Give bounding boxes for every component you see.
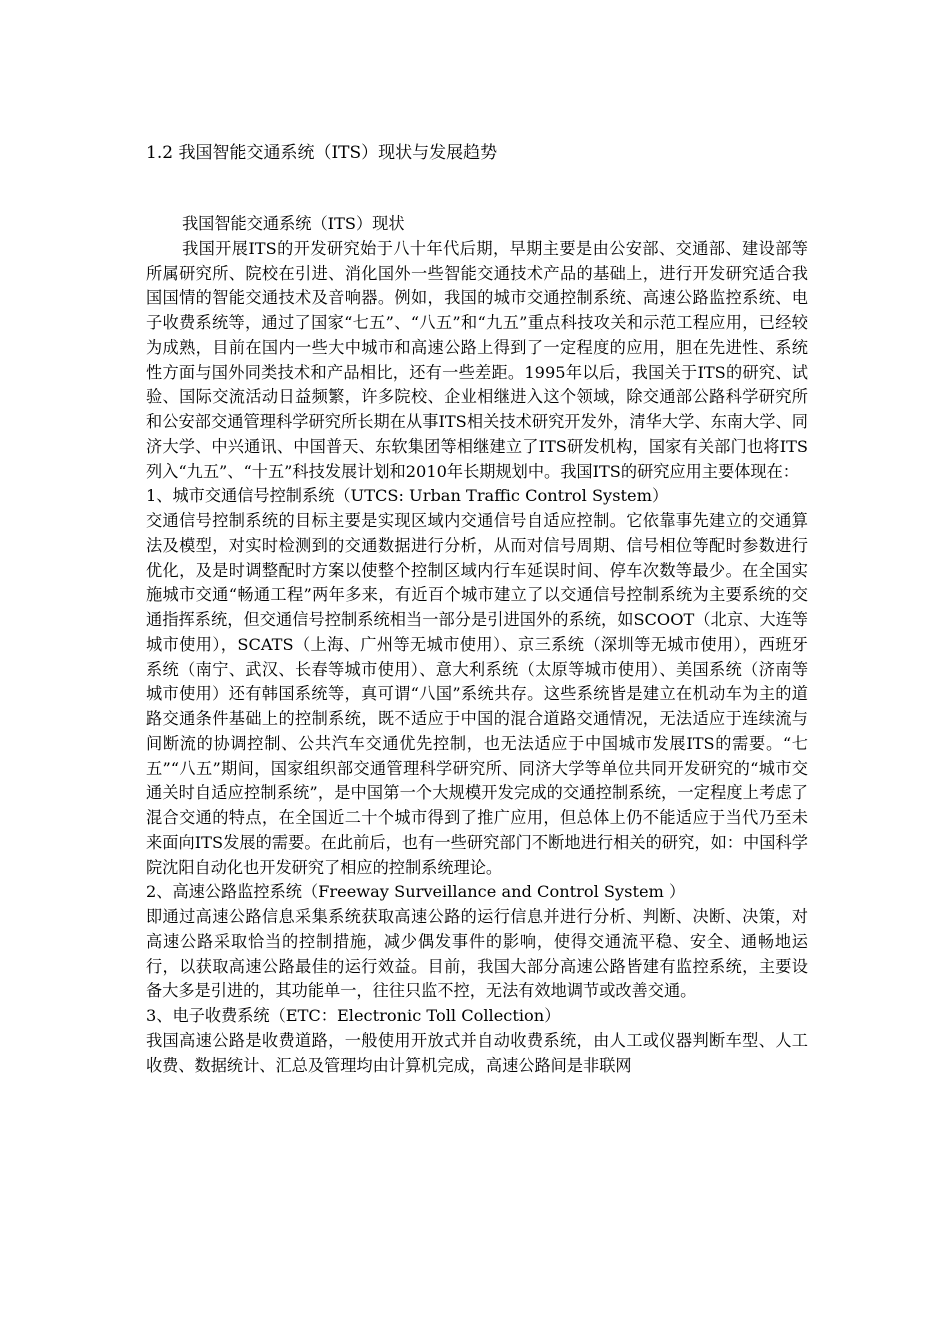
document-body bbox=[146, 212, 808, 1078]
freeway-title: 2、高速公路监控系统（Freeway Surveillance and Control System ） bbox=[146, 882, 686, 902]
subheading: 我国智能交通系统（ITS）现状 bbox=[182, 214, 405, 233]
freeway-paragraph: 即通过高速公路信息采集系统获取高速公路的运行信息并进行分析、判断、决断、决策，对高速公路采取恰当的控制措施，减少偶发事件的影响，使得交通流平稳、安全、通畅地运行，以获取高速公路最佳的运行效益。目前，我国大部分高速公路皆建有监控系统，主要设备大多是引进的，其功能单一，往往只监不控，无法有效地调节或改善交通。 bbox=[146, 907, 808, 1001]
etc-paragraph: 我国高速公路是收费道路，一般使用开放式并自动收费系统，由人工或仪器判断车型、人工收费、数据统计、汇总及管理均由计算机完成，高速公路间是非联网 bbox=[146, 1030, 808, 1075]
utcs-paragraph: 交通信号控制系统的目标主要是实现区域内交通信号自适应控制。它依靠事先建立的交通算法及模型，对实时检测到的交通数据进行分析，从而对信号周期、信号相位等配时参数进行优化，及是时调整配时方案以使整个控制区域内行车延误时间、停车次数等最少。在全国实施城市交通“畅通工程”两年多来，有近百个城市建立了以交通信号控制系统为主要系统的交通指挥系统，但交通信号控制系统相当一部分是引进国外的系统，如SCOOT（北京、大连等城市使用），SCATS（上海、广州等无城市使用）、京三系统（深圳等无城市使用），西班牙系统（南宁、武汉、长春等城市使用）、意大利系统（太原等城市使用）、美国系统（济南等城市使用）还有韩国系统等，真可谓“八国”系统共存。这些系统皆是建立在机动车为主的道路交通条件基础上的控制系统，既不适应于中国的混合道路交通情况，无法适应于连续流与间断流的协调控制、公共汽车交通优先控制，也无法适应于中国城市发展ITS的需要。“七五”“八五”期间，国家组织部交通管理科学研究所、同济大学等单位共同开发研究的“城市交通关时自适应控制系统”，是中国第一个大规模开发完成的交通控制系统，一定程度上考虑了混合交通的特点，在全国近二十个城市得到了推广应用，但总体上仍不能适应于当代乃至未来面向ITS发展的需要。在此前后，也有一些研究部门不断地进行相关的研究，如：中国科学院沈阳自动化也开发研究了相应的控制系统理论。 bbox=[146, 511, 808, 877]
section-heading: 1.2 我国智能交通系统（ITS）现状与发展趋势 bbox=[146, 143, 498, 163]
intro-paragraph: 我国开展ITS的开发研究始于八十年代后期，早期主要是由公安部、交通部、建设部等所属研究所、院校在引进、消化国外一些智能交通技术产品的基础上，进行开发研究适合我国国情的智能交通技术及音响器。例如，我国的城市交通控制系统、高速公路监控系统、电子收费系统等，通过了国家“七五”、“八五”和“九五”重点科技攻关和示范工程应用，已经较为成熟，目前在国内一些大中城市和高速公路上得到了一定程度的应用，胆在先进性、系统性方面与国外同类技术和产品相比，还有一些差距。1995年以后，我国关于ITS的研究、试验、国际交流活动日益频繁，许多院校、企业相继进入这个领域，除交通部公路科学研究所和公安部交通管理科学研究所长期在从事ITS相关技术研究开发外，清华大学、东南大学、同济大学、中兴通讯、中国普天、东软集团等相继建立了ITS研发机构，国家有关部门也将ITS列入“九五”、“十五”科技发展计划和2010年长期规划中。我国ITS的研究应用主要体现在： bbox=[146, 238, 808, 481]
etc-title: 3、电子收费系统（ETC：Electronic Toll Collection） bbox=[146, 1006, 561, 1025]
utcs-title: 1、城市交通信号控制系统（UTCS: Urban Traffic Control System） bbox=[146, 486, 669, 506]
